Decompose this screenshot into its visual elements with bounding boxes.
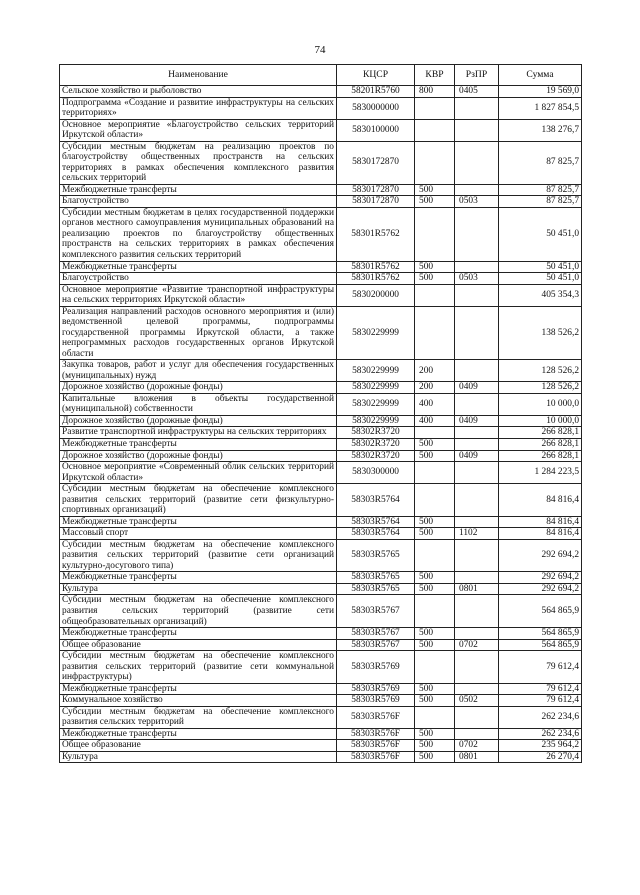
cell-kvr [415,427,455,439]
cell-rzpr [455,427,499,439]
cell-rzpr [455,516,499,528]
cell-kcsr: 5830229999 [337,393,415,415]
cell-rzpr [455,595,499,628]
cell-kvr [415,706,455,728]
cell-kcsr: 58303R5764 [337,528,415,540]
cell-kcsr: 5830200000 [337,284,415,306]
cell-rzpr [455,683,499,695]
cell-rzpr [455,360,499,382]
cell-name: Общее образование [60,740,337,752]
cell-rzpr [455,261,499,273]
cell-kcsr: 58302R3720 [337,450,415,462]
cell-kvr: 500 [415,751,455,763]
cell-rzpr [455,484,499,517]
cell-sum: 10 000,0 [499,393,582,415]
cell-kcsr: 58302R3720 [337,427,415,439]
cell-kcsr: 58303R5769 [337,651,415,684]
cell-sum: 79 612,4 [499,651,582,684]
table-row [60,261,582,273]
cell-name: Коммунальное хозяйство [60,695,337,707]
cell-name: Культура [60,583,337,595]
cell-sum: 84 816,4 [499,516,582,528]
cell-kvr [415,97,455,119]
cell-rzpr [455,572,499,584]
cell-kcsr: 58303R5765 [337,572,415,584]
cell-rzpr [455,284,499,306]
cell-kcsr: 58303R5764 [337,516,415,528]
cell-name: Подпрограмма «Создание и развитие инфраструктуры на сельских территориях» [60,97,337,119]
table-row [60,450,582,462]
cell-sum: 50 451,0 [499,273,582,285]
cell-name: Благоустройство [60,273,337,285]
cell-kvr: 200 [415,382,455,394]
cell-kcsr: 58301R5762 [337,273,415,285]
cell-kcsr: 58303R5765 [337,539,415,572]
budget-table [59,64,582,763]
cell-sum: 405 354,3 [499,284,582,306]
cell-kvr [415,141,455,184]
table-row [60,583,582,595]
table-row [60,728,582,740]
cell-rzpr: 0409 [455,382,499,394]
cell-sum: 26 270,4 [499,751,582,763]
cell-kcsr: 58301R5762 [337,261,415,273]
cell-rzpr [455,306,499,360]
table-row [60,306,582,360]
cell-kvr [415,651,455,684]
cell-sum: 1 284 223,5 [499,462,582,484]
cell-sum: 87 825,7 [499,196,582,208]
table-row [60,740,582,752]
cell-kcsr: 5830172870 [337,184,415,196]
cell-kcsr: 5830000000 [337,97,415,119]
cell-kcsr: 58303R5767 [337,639,415,651]
cell-kvr: 500 [415,439,455,451]
header-name: Наименование [60,65,337,86]
cell-rzpr [455,207,499,261]
cell-kvr: 500 [415,261,455,273]
cell-name: Межбюджетные трансферты [60,572,337,584]
cell-sum: 19 569,0 [499,86,582,98]
cell-kcsr: 58302R3720 [337,439,415,451]
table-body [60,86,582,763]
table-row [60,207,582,261]
page-number: 74 [314,44,326,56]
cell-sum: 79 612,4 [499,695,582,707]
cell-rzpr: 0409 [455,415,499,427]
table-row [60,595,582,628]
cell-kcsr: 58303R5767 [337,628,415,640]
table-row [60,284,582,306]
cell-rzpr: 1102 [455,528,499,540]
cell-rzpr: 0801 [455,751,499,763]
table-row [60,695,582,707]
cell-name: Культура [60,751,337,763]
cell-rzpr: 0502 [455,695,499,707]
table-row [60,651,582,684]
cell-kvr [415,119,455,141]
cell-kvr: 500 [415,273,455,285]
cell-rzpr [455,393,499,415]
table-row [60,184,582,196]
cell-kvr: 800 [415,86,455,98]
cell-kvr: 500 [415,516,455,528]
cell-sum: 138 526,2 [499,306,582,360]
table-row [60,393,582,415]
cell-kvr [415,284,455,306]
cell-name: Субсидии местным бюджетам на обеспечение комплексного развития сельских территорий (развитие сети коммунальной инфраструктуры) [60,651,337,684]
table-row [60,86,582,98]
table-row [60,683,582,695]
cell-kvr: 200 [415,360,455,382]
cell-name: Межбюджетные трансферты [60,628,337,640]
cell-name: Основное мероприятие «Благоустройство сельских территорий Иркутской области» [60,119,337,141]
cell-sum: 84 816,4 [499,484,582,517]
cell-sum: 235 964,2 [499,740,582,752]
cell-sum: 50 451,0 [499,261,582,273]
cell-kvr: 500 [415,184,455,196]
table-header-row [60,65,582,86]
cell-rzpr: 0409 [455,450,499,462]
cell-name: Межбюджетные трансферты [60,728,337,740]
table-row [60,484,582,517]
cell-sum: 266 828,1 [499,450,582,462]
cell-kvr: 500 [415,196,455,208]
cell-name: Межбюджетные трансферты [60,683,337,695]
table-row [60,196,582,208]
cell-rzpr [455,728,499,740]
cell-sum: 266 828,1 [499,427,582,439]
cell-rzpr: 0801 [455,583,499,595]
cell-sum: 128 526,2 [499,360,582,382]
cell-sum: 564 865,9 [499,595,582,628]
header-sum: Сумма [499,65,582,86]
cell-kcsr: 58303R576F [337,706,415,728]
cell-kcsr: 5830100000 [337,119,415,141]
cell-sum: 1 827 854,5 [499,97,582,119]
cell-kvr: 500 [415,528,455,540]
cell-name: Межбюджетные трансферты [60,516,337,528]
cell-kcsr: 58303R576F [337,751,415,763]
table-row [60,516,582,528]
cell-name: Субсидии местным бюджетам на обеспечение комплексного развития сельских территорий [60,706,337,728]
cell-name: Субсидии местным бюджетам на обеспечение комплексного развития сельских территорий (развитие сети организаций культурно-досугового типа) [60,539,337,572]
cell-kvr: 500 [415,740,455,752]
cell-name: Развитие транспортной инфраструктуры на сельских территориях [60,427,337,439]
cell-rzpr [455,628,499,640]
cell-kvr: 400 [415,393,455,415]
cell-sum: 292 694,2 [499,539,582,572]
cell-kvr: 500 [415,728,455,740]
cell-name: Капитальные вложения в объекты государственной (муниципальной) собственности [60,393,337,415]
cell-kvr [415,306,455,360]
cell-sum: 564 865,9 [499,628,582,640]
cell-sum: 10 000,0 [499,415,582,427]
cell-kvr: 500 [415,639,455,651]
cell-sum: 262 234,6 [499,728,582,740]
cell-sum: 128 526,2 [499,382,582,394]
cell-kvr: 500 [415,572,455,584]
cell-name: Массовый спорт [60,528,337,540]
header-rzpr: РзПР [455,65,499,86]
cell-rzpr [455,184,499,196]
cell-sum: 84 816,4 [499,528,582,540]
cell-sum: 292 694,2 [499,583,582,595]
cell-sum: 262 234,6 [499,706,582,728]
cell-kcsr: 5830229999 [337,306,415,360]
cell-sum: 266 828,1 [499,439,582,451]
cell-kcsr: 58303R5765 [337,583,415,595]
cell-name: Субсидии местным бюджетам на обеспечение комплексного развития сельских территорий (развитие сети физкультурно-спортивных организаций) [60,484,337,517]
table-row [60,751,582,763]
cell-name: Межбюджетные трансферты [60,184,337,196]
header-kvr: КВР [415,65,455,86]
cell-rzpr: 0405 [455,86,499,98]
cell-rzpr [455,97,499,119]
cell-rzpr: 0503 [455,273,499,285]
cell-rzpr [455,119,499,141]
table-row [60,439,582,451]
table-row [60,706,582,728]
table-row [60,462,582,484]
cell-sum: 87 825,7 [499,184,582,196]
table-row [60,639,582,651]
table-row [60,119,582,141]
cell-kcsr: 58303R5769 [337,683,415,695]
cell-sum: 79 612,4 [499,683,582,695]
table-row [60,572,582,584]
cell-sum: 50 451,0 [499,207,582,261]
cell-rzpr [455,462,499,484]
table-row [60,273,582,285]
cell-sum: 87 825,7 [499,141,582,184]
cell-kcsr: 5830172870 [337,196,415,208]
cell-name: Субсидии местным бюджетам на реализацию проектов по благоустройству общественных пространств на сельских территориях в рамках обеспечения комплексного развития сельских территорий [60,141,337,184]
cell-kcsr: 58303R5769 [337,695,415,707]
cell-kvr: 500 [415,695,455,707]
table-row [60,141,582,184]
table-row [60,382,582,394]
cell-kcsr: 58303R576F [337,728,415,740]
cell-name: Дорожное хозяйство (дорожные фонды) [60,415,337,427]
cell-kvr [415,484,455,517]
cell-name: Основное мероприятие «Современный облик сельских территорий Иркутской области» [60,462,337,484]
cell-name: Благоустройство [60,196,337,208]
cell-name: Дорожное хозяйство (дорожные фонды) [60,450,337,462]
cell-name: Субсидии местным бюджетам в целях государственной поддержки органов местного самоуправления муниципальных образований на реализацию проектов по благоустройству общественных пространств на сельских территориях в рамках обеспечения комплексного развития сельских территорий [60,207,337,261]
cell-sum: 138 276,7 [499,119,582,141]
cell-kvr [415,207,455,261]
cell-kcsr: 58201R5760 [337,86,415,98]
cell-rzpr [455,706,499,728]
cell-name: Общее образование [60,639,337,651]
cell-kcsr: 58301R5762 [337,207,415,261]
cell-kvr: 500 [415,683,455,695]
cell-name: Реализация направлений расходов основного мероприятия и (или) ведомственной целевой программы, подпрограммы государственной программы Иркутской области, а также непрограммных расходов государственных органов Иркутской области [60,306,337,360]
cell-kcsr: 58303R5767 [337,595,415,628]
table-row [60,97,582,119]
table-row [60,528,582,540]
cell-rzpr: 0702 [455,639,499,651]
cell-rzpr: 0702 [455,740,499,752]
cell-name: Дорожное хозяйство (дорожные фонды) [60,382,337,394]
cell-kcsr: 58303R576F [337,740,415,752]
cell-name: Сельское хозяйство и рыболовство [60,86,337,98]
table-row [60,427,582,439]
cell-rzpr [455,141,499,184]
cell-rzpr [455,651,499,684]
cell-kvr: 500 [415,583,455,595]
cell-kvr [415,539,455,572]
cell-kcsr: 58303R5764 [337,484,415,517]
cell-kcsr: 5830300000 [337,462,415,484]
cell-kcsr: 5830229999 [337,382,415,394]
table-row [60,628,582,640]
cell-sum: 292 694,2 [499,572,582,584]
cell-rzpr [455,439,499,451]
cell-rzpr [455,539,499,572]
cell-kvr [415,595,455,628]
cell-kcsr: 5830172870 [337,141,415,184]
cell-kcsr: 5830229999 [337,360,415,382]
table-row [60,539,582,572]
cell-name: Основное мероприятие «Развитие транспортной инфраструктуры на сельских территориях Иркутской области» [60,284,337,306]
table-row [60,415,582,427]
cell-kvr: 400 [415,415,455,427]
cell-kvr: 500 [415,628,455,640]
cell-rzpr: 0503 [455,196,499,208]
cell-name: Межбюджетные трансферты [60,439,337,451]
cell-kvr: 500 [415,450,455,462]
header-kcsr: КЦСР [337,65,415,86]
cell-name: Межбюджетные трансферты [60,261,337,273]
cell-sum: 564 865,9 [499,639,582,651]
cell-name: Субсидии местным бюджетам на обеспечение комплексного развития сельских территорий (развитие сети общеобразовательных организаций) [60,595,337,628]
cell-kcsr: 5830229999 [337,415,415,427]
table-row [60,360,582,382]
cell-kvr [415,462,455,484]
cell-name: Закупка товаров, работ и услуг для обеспечения государственных (муниципальных) нужд [60,360,337,382]
